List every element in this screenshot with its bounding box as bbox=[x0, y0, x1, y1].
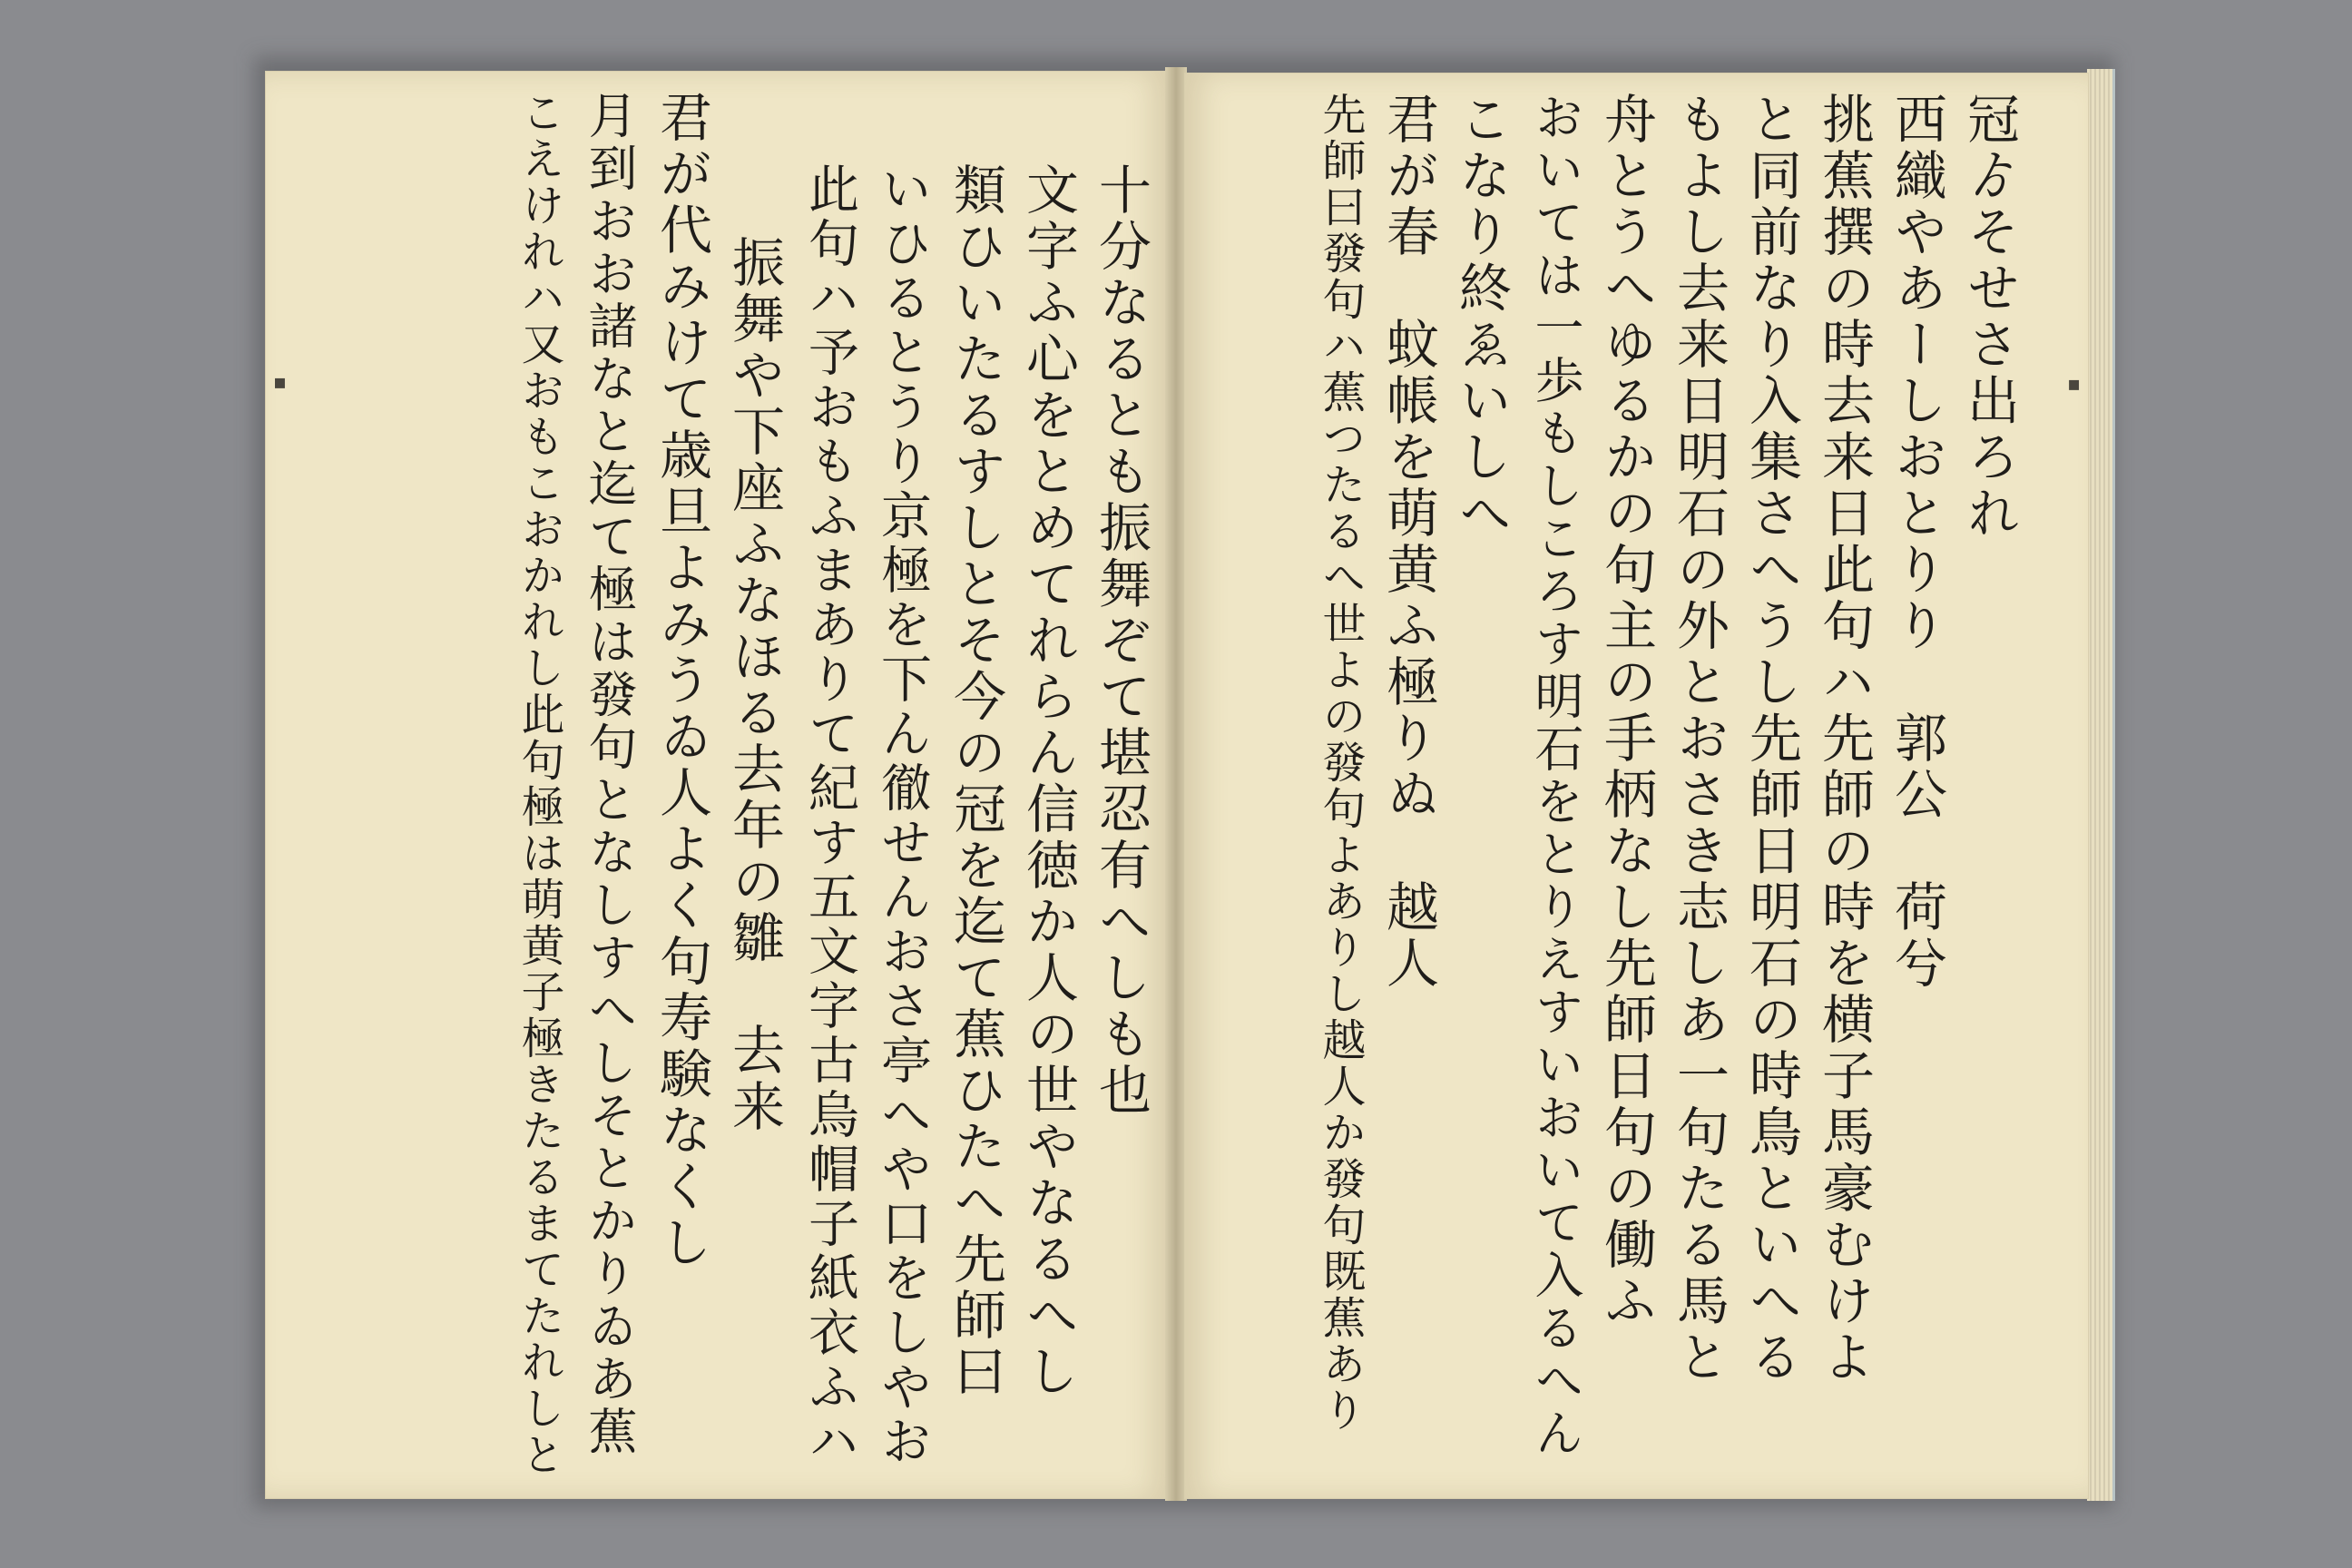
right-column-9: 君が春 蚊帳を萌黄ふ極りぬ 越人 bbox=[1377, 92, 1439, 992]
left-column-3: 君が代みけて歳旦よみうゐ人よく句寿験なくし bbox=[651, 90, 712, 1271]
left-column-9: 十分なるとも振舞ぞて堪忍有へしも也 bbox=[1090, 162, 1152, 1119]
left-column-5: 此句ハ予おもふまありて紀す五文字古烏帽子紙衣ふハ bbox=[800, 162, 859, 1469]
left-page bbox=[265, 71, 1170, 1499]
right-column-7: おいては一歩もしころす明石をとりえすいおいて入るへん bbox=[1527, 92, 1584, 1460]
right-column-1: 冠ゟそせさ出ろれ bbox=[1958, 92, 2020, 542]
right-column-10: 先師曰發句ハ蕉つたるへ世よの發句よありし越人か發句既蕉あり bbox=[1315, 92, 1366, 1434]
right-column-6: 舟とうへゆるかの句主の手柄なし先師日句の働ふ bbox=[1595, 92, 1657, 1329]
right-column-8: こなり終ゑいしへ bbox=[1450, 92, 1512, 542]
left-column-2: 月到おお諸なと迄て極は發句となしすへしそとかりゐあ蕉 bbox=[581, 90, 638, 1458]
right-column-3: 挑蕉撰の時去来日此句ハ先師の時を横子馬豪むけよ bbox=[1813, 92, 1875, 1386]
right-column-5: もよし去来日明石の外とおさき志しあ一句たる馬と bbox=[1668, 92, 1730, 1386]
left-column-7: 類ひいたるすしとそ今の冠を迄て蕉ひたへ先師曰 bbox=[945, 162, 1006, 1400]
left-column-6: いひるとうり京極を下ん徹せんおさ亭へや口をしやお bbox=[873, 162, 932, 1469]
right-column-2: 西織やあーしおとりり 郭公 荷兮 bbox=[1886, 92, 1947, 992]
margin-mark: ▪ bbox=[2067, 373, 2081, 396]
margin-mark: ▪ bbox=[273, 371, 287, 394]
right-page bbox=[1184, 73, 2089, 1499]
left-column-1: こえけれハ又おもこおかれし此句極は萌黄子極きたるまてたれしと bbox=[514, 90, 564, 1478]
left-column-8: 文字ふ心をとめてれらん信徳か人の世やなるへし bbox=[1017, 162, 1079, 1400]
left-column-4: 振舞や下座ふなほる去年の雛 去来 bbox=[723, 235, 785, 1135]
page-edges bbox=[2087, 69, 2115, 1501]
right-column-4: と同前なり入集さへうし先師日明石の時鳥といへる bbox=[1740, 92, 1802, 1386]
